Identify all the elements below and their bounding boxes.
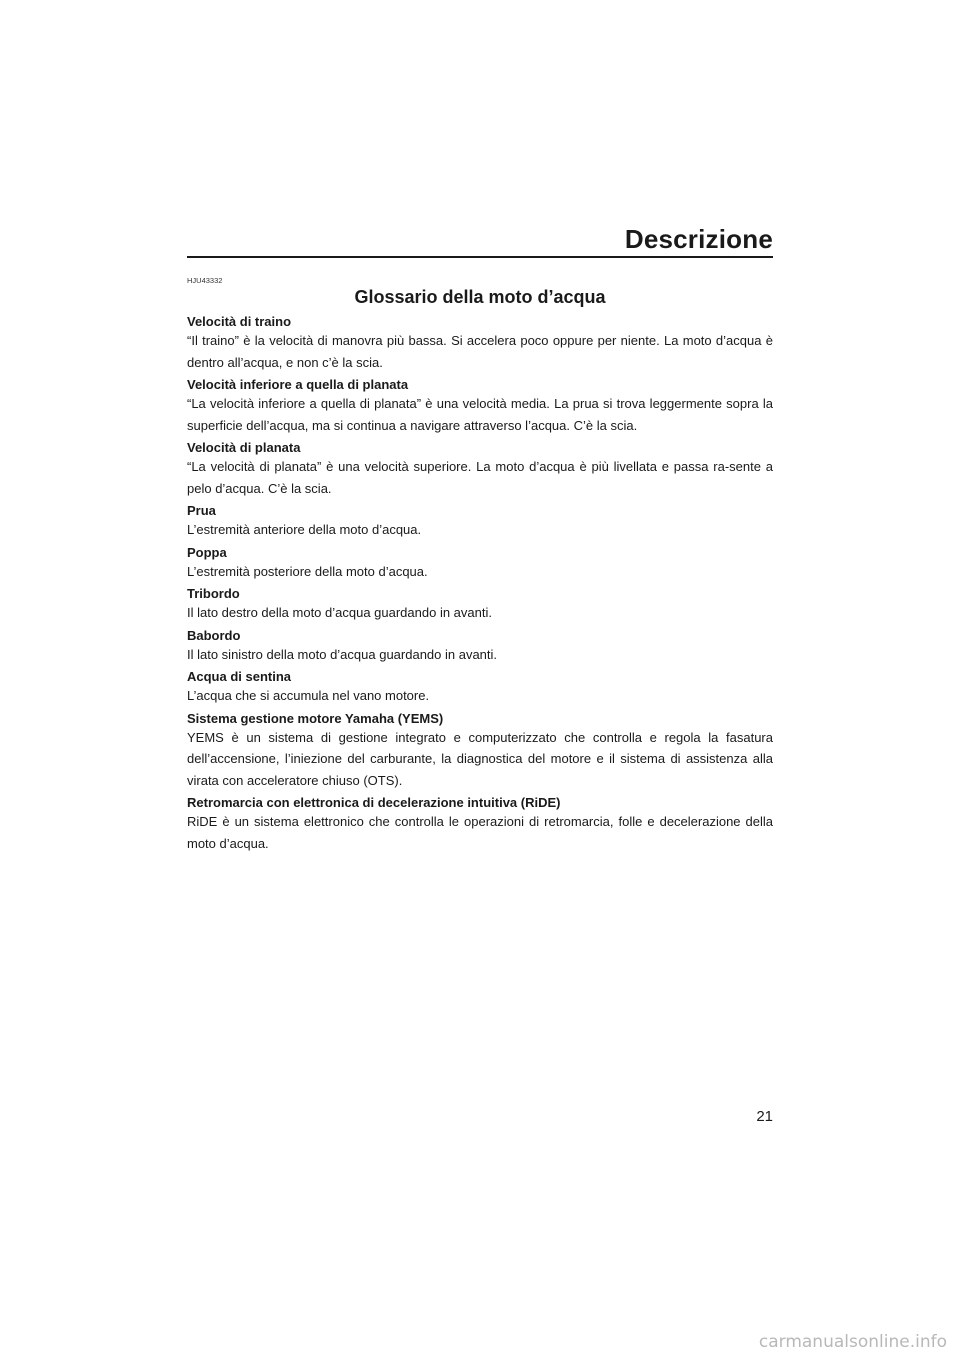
term-definition: RiDE è un sistema elettronico che controlla le operazioni di retromarcia, folle e decelerazione della moto d’acqua. [187,814,773,851]
term-name: Retromarcia con elettronica di decelerazione intuitiva (RiDE) [187,795,561,810]
term-definition: “La velocità di planata” è una velocità superiore. La moto d’acqua è più livellata e passa ra-sente a pelo d’acqua. C’è la scia. [187,459,773,496]
watermark: carmanualsonline.info [758,1332,947,1352]
glossary-entry-poppa [187,545,773,583]
term-name: Velocità di traino [187,314,292,329]
term-definition: L’acqua che si accumula nel vano motore. [187,688,430,703]
term-name: Prua [187,503,216,518]
term-name: Velocità inferiore a quella di planata [187,377,409,392]
term-definition: Il lato destro della moto d’acqua guardando in avanti. [187,605,492,620]
page-content [187,262,773,858]
glossary-entry-velocita-inferiore [187,377,773,436]
term-name: Babordo [187,627,241,643]
glossary-entry-velocita-di-planata [187,440,773,499]
page-header [187,222,773,258]
term-name: Sistema gestione motore Yamaha (YEMS) [187,710,444,726]
glossary-entry-yems [187,711,773,792]
glossary-entry-prua [187,503,773,541]
glossary-entry-ride [187,795,773,854]
chapter-title: Descrizione [624,224,773,254]
term-definition: L’estremità anteriore della moto d’acqua. [187,522,422,537]
page-number: 21 [756,1108,773,1125]
term-name: Tribordo [187,586,240,601]
term-definition: YEMS è un sistema di gestione integrato e computerizzato che controlla e regola la fasatura dell’accensione, l’iniezione del carburante, la diagnostica del motore e il sistema di assistenza alla virata con acceleratore chiuso (OTS). [187,729,773,788]
term-definition: “Il traino” è la velocità di manovra più bassa. Si accelera poco oppure per niente. La moto d’acqua è dentro all’acqua, e non c’è la scia. [187,333,773,370]
glossary-entry-acqua-di-sentina [187,669,773,707]
term-definition: Il lato sinistro della moto d’acqua guardando in avanti. [187,646,498,662]
term-name: Velocità di planata [187,440,301,455]
glossary-entry-tribordo [187,586,773,624]
term-definition: L’estremità posteriore della moto d’acqua. [187,563,428,579]
term-definition: “La velocità inferiore a quella di planata” è una velocità media. La prua si trova leggermente sopra la superficie dell’acqua, ma si continua a navigare attraverso l’acqua. C’è la scia. [187,396,773,433]
term-name: Acqua di sentina [187,669,292,684]
glossary-entry-babordo [187,628,773,666]
glossary-entry-velocita-di-traino [187,314,773,373]
document-code: HJU43332 [187,276,223,285]
section-title: Glossario della moto d’acqua [354,287,606,307]
term-name: Poppa [187,544,227,560]
